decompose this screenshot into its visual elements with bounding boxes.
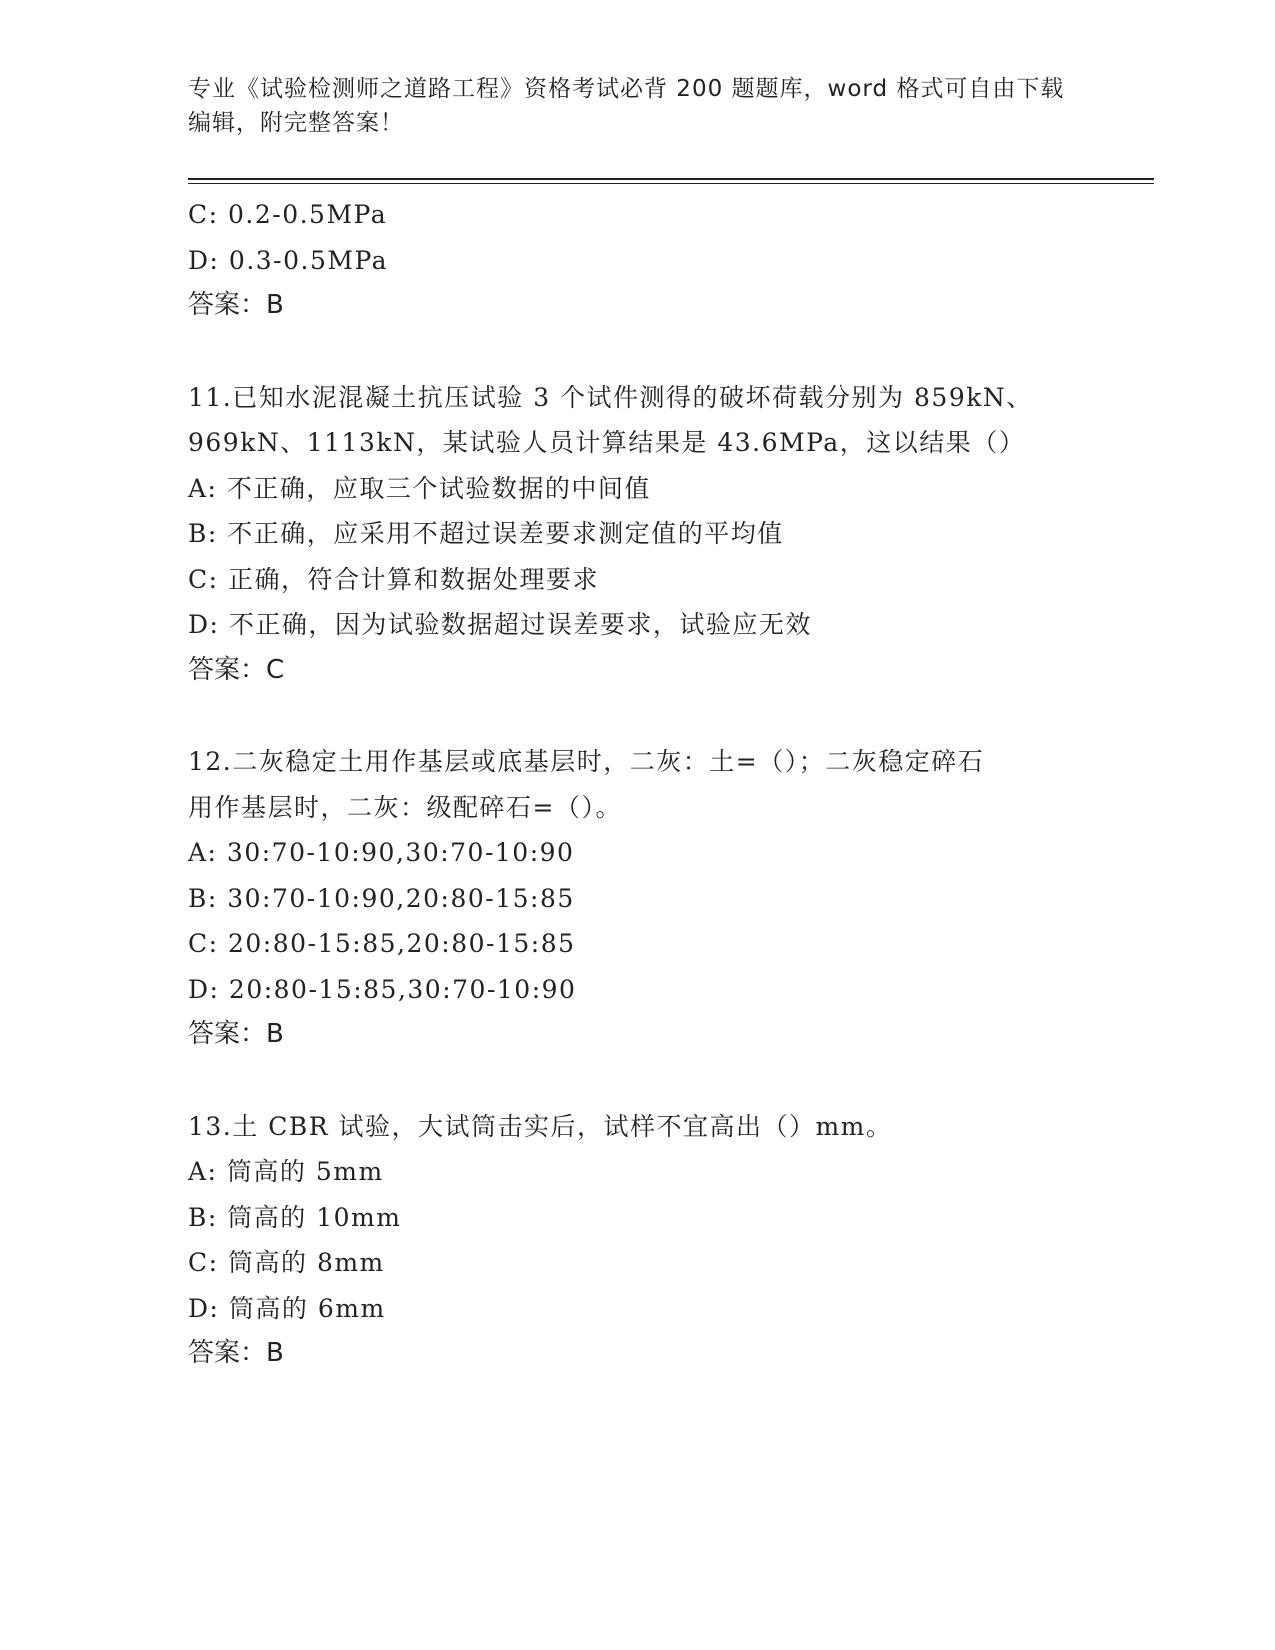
- question-spacer: [188, 329, 1088, 375]
- option-d: D: 不正确，因为试验数据超过误差要求，试验应无效: [188, 610, 812, 639]
- question-stem: 12.二灰稳定土用作基层或底基层时，二灰：土=（）；二灰稳定碎石: [188, 747, 985, 776]
- answer-line: 答案：B: [188, 1338, 284, 1368]
- option-b: B: 30:70-10:90,20:80-15:85: [188, 883, 575, 913]
- option-b: B: 筒高的 10mm: [188, 1202, 402, 1232]
- answer-line: 答案：B: [188, 290, 284, 320]
- header-title-line-2: 编辑，附完整答案！: [188, 110, 404, 136]
- option-c: C: 0.2-0.5MPa: [188, 200, 388, 229]
- option-c: C: 正确，符合计算和数据处理要求: [188, 564, 599, 594]
- header-title-line-1: 专业《试验检测师之道路工程》资格考试必背 200 题题库，word 格式可自由下载: [188, 76, 1065, 102]
- option-b: B: 不正确，应采用不超过误差要求测定值的平均值: [188, 519, 784, 548]
- question-spacer: [188, 693, 1088, 739]
- question-10-tail: [188, 192, 1088, 329]
- question-stem: 11.已知水泥混凝土抗压试验 3 个试件测得的破坏荷载分别为 859kN、: [188, 382, 1033, 412]
- document-header: [188, 72, 1068, 140]
- option-d: D: 20:80-15:85,30:70-10:90: [188, 974, 577, 1004]
- option-c: C: 筒高的 8mm: [188, 1248, 385, 1277]
- question-stem: 13.土 CBR 试验，大试筒击实后，试样不宜高出（）mm。: [188, 1111, 893, 1141]
- question-12: [188, 739, 1088, 1058]
- question-11: [188, 375, 1088, 694]
- question-13: [188, 1104, 1088, 1377]
- option-d: D: 0.3-0.5MPa: [188, 245, 389, 275]
- option-c: C: 20:80-15:85,20:80-15:85: [188, 929, 576, 958]
- header-divider-thick: [188, 178, 1154, 180]
- option-a: A: 30:70-10:90,30:70-10:90: [188, 838, 575, 867]
- question-stem-continued: 用作基层时，二灰：级配碎石=（）。: [188, 792, 622, 822]
- question-stem-continued: 969kN、1113kN，某试验人员计算结果是 43.6MPa，这以结果（）: [188, 428, 1026, 457]
- answer-line: 答案：B: [188, 1019, 284, 1049]
- header-divider-thin: [188, 183, 1154, 184]
- option-a: A: 筒高的 5mm: [188, 1157, 384, 1186]
- question-spacer: [188, 1058, 1088, 1104]
- question-list: [188, 192, 1088, 1377]
- answer-line: 答案：C: [188, 654, 285, 685]
- option-d: D: 筒高的 6mm: [188, 1293, 386, 1323]
- option-a: A: 不正确，应取三个试验数据的中间值: [188, 473, 651, 503]
